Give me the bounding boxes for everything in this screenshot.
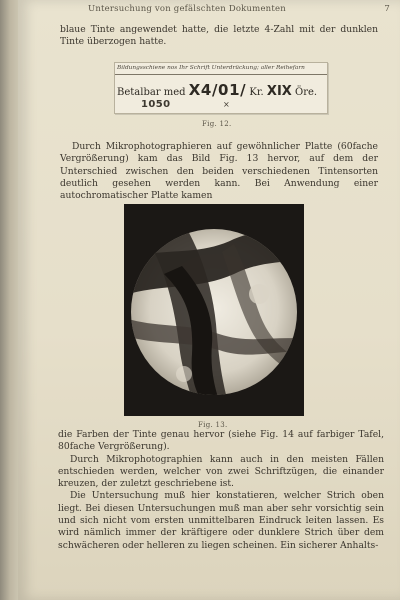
scrap-label-ore: Öre. <box>295 87 318 98</box>
handwritten-amount: X4/01/ <box>188 81 247 99</box>
handwritten-bottom-number: 1050 <box>141 99 171 110</box>
figure-13-micrograph <box>124 204 304 416</box>
scrap-amount-line <box>117 81 317 99</box>
bottom-paragraph-1: die Farben der Tinte genau hervor (siehe Fig. 14 auf farbiger Tafel, 80fache Vergrößerung). <box>58 429 384 453</box>
bottom-text <box>58 429 384 552</box>
scrap-label-kr: Kr. <box>249 87 264 98</box>
scrap-printed-line: Bildungsschiene nos Ihr Schrift Unterdrückung; aller Reihefarn <box>115 63 327 75</box>
scrap-label-left: Betalbar med <box>117 87 186 98</box>
running-header <box>88 4 390 14</box>
middle-paragraph: Durch Mikrophotographieren auf gewöhnlicher Platte (60fache Vergrößerung) kam das Bild Fig. 13 hervor, auf dem der Unterschied zwischen den beiden verschiedenen Tintensorten deutlich gesehen werden kann. Bei Anwendung einer autochromatischer Platte kamen <box>60 141 378 202</box>
running-title: Untersuchung von gefälschten Dokumenten <box>88 4 286 14</box>
figure-12-document-scrap <box>114 62 328 114</box>
book-page <box>18 0 400 600</box>
bottom-paragraph-3: Die Untersuchung muß hier konstatieren, welcher Strich oben liegt. Bei diesen Untersuchungen muß man aber sehr vorsichtig sein und sich nicht vom ersten unmittelbaren Eindruck leiten lassen. Es wird nämlich immer der kräftigere oder dunklere Strich über dem schwächeren oder helleren zu liegen scheinen. Ein sicherer Anhalts- <box>58 490 384 551</box>
handwritten-kr: XIX <box>266 84 292 99</box>
micrograph-image <box>124 204 304 416</box>
handwritten-cross-mark: × <box>223 100 230 109</box>
page-number: 7 <box>384 4 390 14</box>
figure-12-caption: Fig. 12. <box>202 120 232 128</box>
bottom-paragraph-2: Durch Mikrophotographien kann auch in den meisten Fällen entschieden werden, welcher von zwei Schriftzügen, die einander kreuzen, der zuletzt geschriebene ist. <box>58 453 384 490</box>
top-paragraph: blaue Tinte angewendet hatte, die letzte 4-Zahl mit der dunklen Tinte überzogen hatte. <box>60 24 378 48</box>
figure-13-caption: Fig. 13. <box>198 421 228 429</box>
